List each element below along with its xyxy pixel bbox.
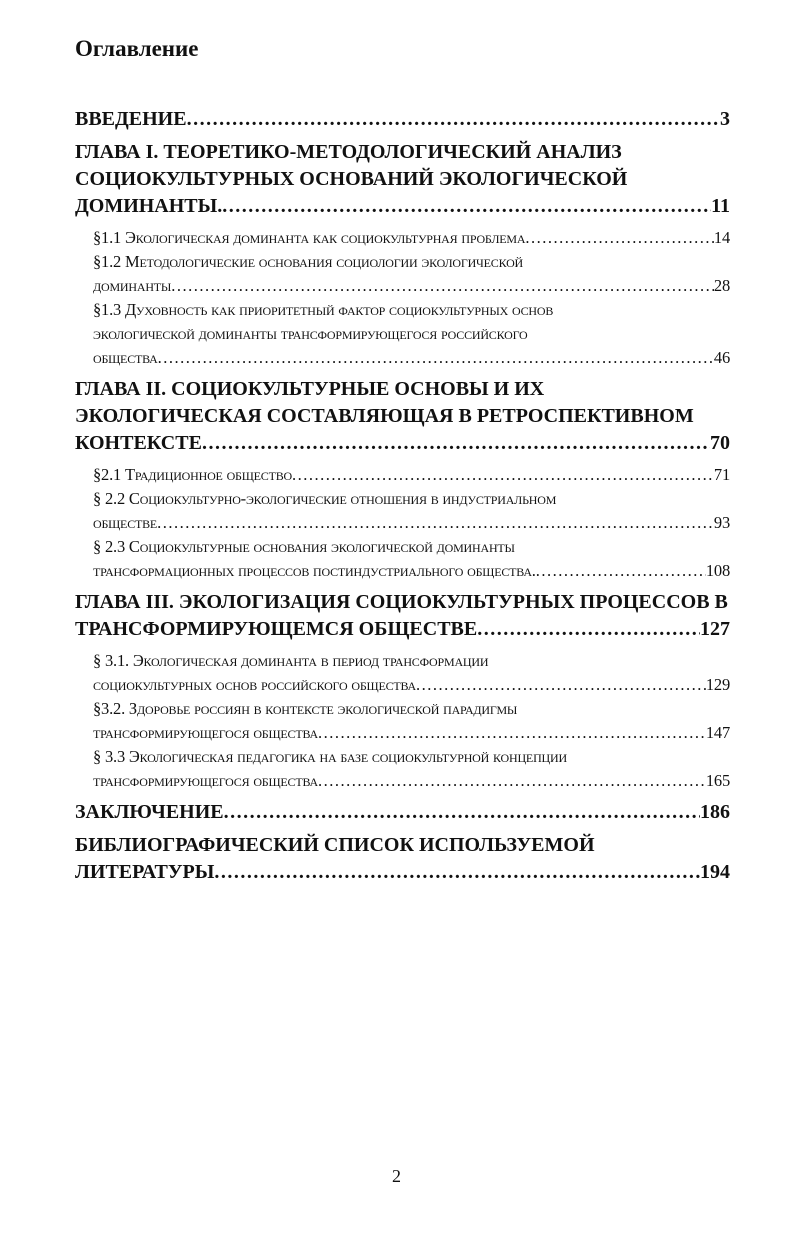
- toc-entry-line: СОЦИОКУЛЬТУРНЫХ ОСНОВАНИЙ ЭКОЛОГИЧЕСКОЙ: [75, 168, 628, 190]
- toc-entry-title: обществе: [93, 513, 158, 532]
- toc-section-entry: [75, 697, 730, 745]
- table-of-contents: [75, 106, 730, 886]
- toc-entry-line: §3.2. Здоровье россиян в контексте экологической парадигмы: [93, 699, 518, 718]
- toc-page-number: 70: [710, 432, 730, 454]
- toc-entry-line: БИБЛИОГРАФИЧЕСКИЙ СПИСОК ИСПОЛЬЗУЕМОЙ: [75, 834, 595, 856]
- toc-entry-last-line: [93, 463, 730, 487]
- dot-leader: [202, 430, 710, 457]
- toc-entry-title: общества: [93, 348, 158, 367]
- toc-entry-line: §1.2 Методологические основания социологии экологической: [93, 252, 524, 271]
- toc-entry-title: трансформирующегося общества: [93, 771, 318, 790]
- toc-page-number: 186: [700, 801, 730, 823]
- toc-entry-title: ЗАКЛЮЧЕНИЕ: [75, 801, 224, 823]
- toc-entry-title: доминанты: [93, 276, 172, 295]
- toc-entry-last-line: [93, 511, 730, 535]
- toc-entry-line: ГЛАВА I. ТЕОРЕТИКО-МЕТОДОЛОГИЧЕСКИЙ АНАЛИЗ: [75, 141, 622, 163]
- toc-entry-last-line: [93, 226, 730, 250]
- dot-leader: [224, 799, 700, 826]
- toc-page-number: 129: [705, 675, 730, 694]
- toc-page-number: 46: [713, 348, 730, 367]
- toc-entry-last-line: [93, 673, 730, 697]
- toc-chapter-entry: [75, 139, 730, 220]
- dot-leader: [318, 769, 706, 793]
- toc-entry-last-line: [93, 769, 730, 793]
- toc-page-number: 28: [713, 276, 730, 295]
- toc-entry-last-line: [75, 616, 730, 643]
- toc-entry-title: ВВЕДЕНИЕ: [75, 108, 187, 130]
- toc-entry-line: §1.3 Духовность как приоритетный фактор социокультурных основ: [93, 300, 554, 319]
- dot-leader: [158, 346, 714, 370]
- toc-entry-title: КОНТЕКСТЕ: [75, 432, 202, 454]
- toc-entry-line: ГЛАВА II. СОЦИОКУЛЬТУРНЫЕ ОСНОВЫ И ИХ: [75, 378, 545, 400]
- toc-entry-title: §1.1 Экологическая доминанта как социокультурная проблема: [93, 228, 526, 247]
- toc-chapter-entry: [75, 832, 730, 886]
- dot-leader: [318, 721, 706, 745]
- toc-page-number: 165: [705, 771, 730, 790]
- toc-entry-last-line: [93, 721, 730, 745]
- toc-page-number: 108: [705, 561, 730, 580]
- toc-entry-last-line: [93, 559, 730, 583]
- toc-entry-line: § 2.2 Социокультурно-экологические отношения в индустриальном: [93, 489, 557, 508]
- dot-leader: [157, 511, 714, 535]
- toc-entry-last-line: [75, 106, 730, 133]
- dot-leader: [214, 859, 700, 886]
- toc-section-entry: [75, 463, 730, 487]
- toc-page-number: 147: [705, 723, 730, 742]
- toc-page-number: 14: [713, 228, 730, 247]
- toc-entry-last-line: [75, 430, 730, 457]
- toc-entry-last-line: [93, 346, 730, 370]
- toc-entry-title: трансформирующегося общества: [93, 723, 318, 742]
- toc-entry-line: ЭКОЛОГИЧЕСКАЯ СОСТАВЛЯЮЩАЯ В РЕТРОСПЕКТИВНОМ: [75, 405, 694, 427]
- dot-leader: [477, 616, 700, 643]
- toc-chapter-entry: [75, 799, 730, 826]
- toc-section-entry: [75, 535, 730, 583]
- toc-entry-title: трансформационных процессов постиндустриального общества.: [93, 561, 536, 580]
- toc-chapter-entry: [75, 106, 730, 133]
- toc-section-entry: [75, 487, 730, 535]
- toc-entry-last-line: [75, 193, 730, 220]
- toc-entry-last-line: [75, 799, 730, 826]
- page-title: Оглавление: [75, 36, 199, 61]
- toc-page-number: 3: [720, 108, 730, 130]
- dot-leader: [171, 274, 714, 298]
- toc-section-entry: [75, 250, 730, 298]
- page-number: 2: [392, 1166, 401, 1186]
- toc-chapter-entry: [75, 589, 730, 643]
- dot-leader: [222, 193, 711, 220]
- toc-page-number: 11: [711, 195, 730, 217]
- toc-entry-title: §2.1 Традиционное общество: [93, 465, 292, 484]
- toc-entry-last-line: [75, 859, 730, 886]
- toc-entry-line: экологической доминанты трансформирующегося российского: [93, 324, 528, 343]
- toc-chapter-entry: [75, 376, 730, 457]
- toc-entry-title: социокультурных основ российского общества: [93, 675, 417, 694]
- toc-section-entry: [75, 745, 730, 793]
- toc-section-entry: [75, 649, 730, 697]
- dot-leader: [187, 106, 720, 133]
- toc-section-entry: [75, 226, 730, 250]
- toc-entry-title: ЛИТЕРАТУРЫ: [75, 861, 215, 883]
- toc-entry-line: § 2.3 Социокультурные основания экологической доминанты: [93, 537, 515, 556]
- toc-section-entry: [75, 298, 730, 370]
- toc-entry-line: § 3.1. Экологическая доминанта в период трансформации: [93, 651, 489, 670]
- toc-page-number: 93: [713, 513, 730, 532]
- dot-leader: [525, 226, 714, 250]
- toc-page-number: 127: [700, 618, 730, 640]
- dot-leader: [536, 559, 706, 583]
- toc-entry-line: § 3.3 Экологическая педагогика на базе социокультурной концепции: [93, 747, 567, 766]
- toc-entry-title: ТРАНСФОРМИРУЮЩЕМСЯ ОБЩЕСТВЕ: [75, 618, 478, 640]
- dot-leader: [292, 463, 714, 487]
- toc-page-number: 194: [700, 861, 730, 883]
- dot-leader: [416, 673, 706, 697]
- toc-page-number: 71: [713, 465, 730, 484]
- toc-entry-title: ДОМИНАНТЫ.: [75, 195, 223, 217]
- toc-entry-last-line: [93, 274, 730, 298]
- toc-entry-line: ГЛАВА III. ЭКОЛОГИЗАЦИЯ СОЦИОКУЛЬТУРНЫХ ПРОЦЕССОВ В: [75, 591, 728, 613]
